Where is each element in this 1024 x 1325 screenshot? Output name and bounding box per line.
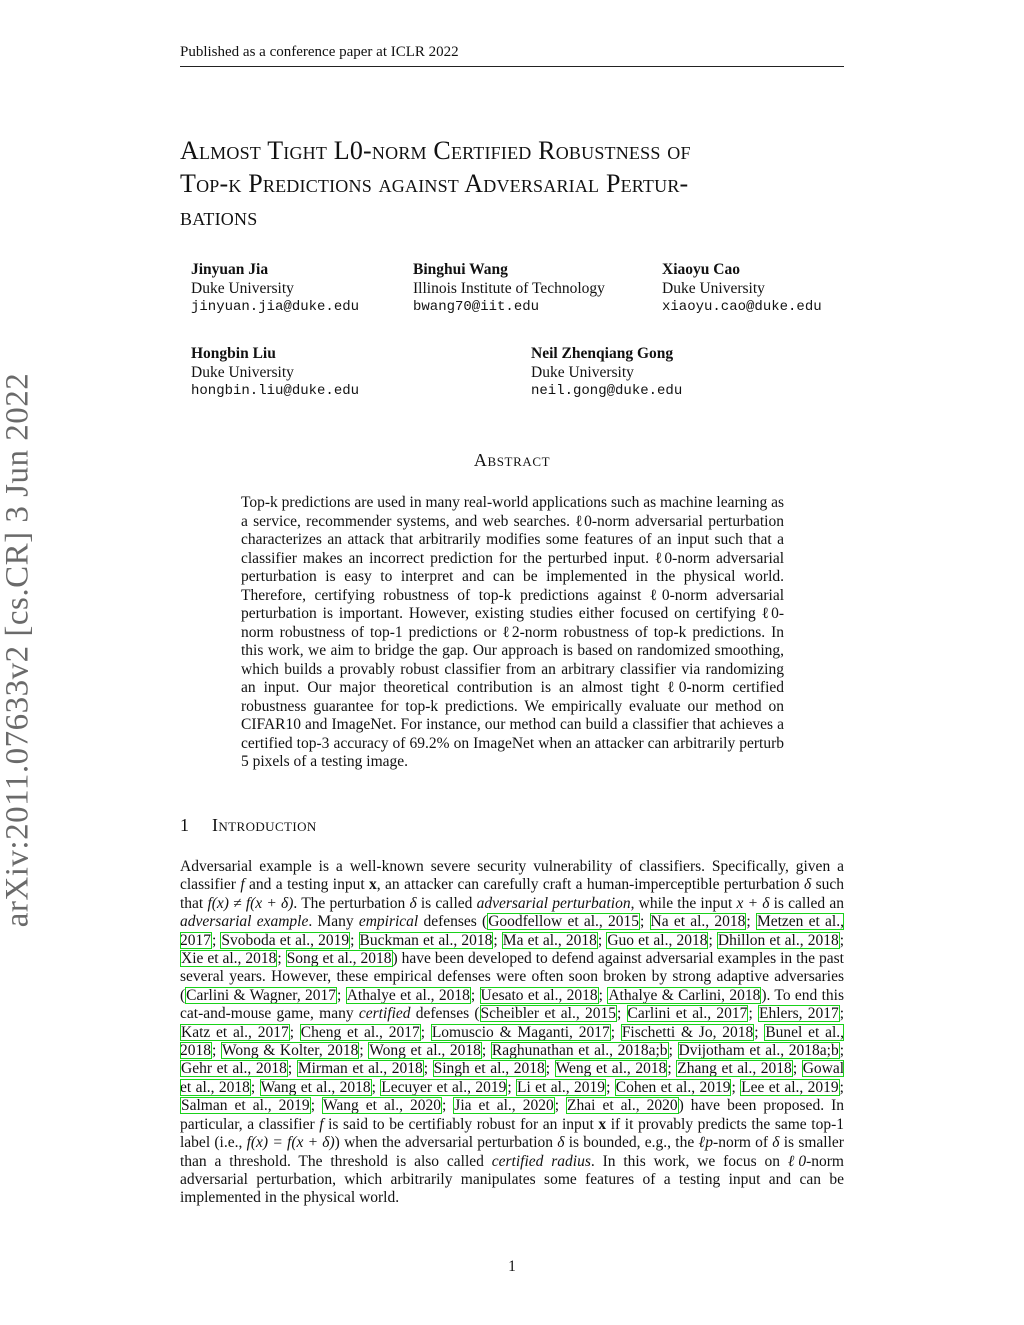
citation-link[interactable]: Buckman et al., 2018 (359, 931, 493, 949)
page-number: 1 (508, 1258, 516, 1275)
citation-separator: ; (748, 1005, 758, 1023)
section-title: Introduction (212, 815, 317, 835)
math-delta: δ (772, 1134, 780, 1152)
term-adversarial-perturbation: adversarial perturbation (476, 894, 631, 912)
paper-title (180, 134, 844, 233)
author-email[interactable]: neil.gong@duke.edu (531, 383, 683, 399)
intro-text: ). To end this cat-and-mouse game, many (180, 986, 844, 1023)
term-empirical: empirical (358, 913, 419, 931)
citation-separator: ; (668, 1042, 678, 1060)
citation-separator: ; (667, 1060, 677, 1078)
intro-text: such that (180, 876, 845, 912)
intro-text: Adversarial example is a well-known severe security vulnerability of classifiers. Specifically, given a classifier (180, 858, 844, 894)
citation-link[interactable]: Bunel et al., 2018 (180, 1023, 845, 1060)
intro-text: is smaller than a threshold. The threshold is also called (180, 1134, 844, 1170)
citation-link[interactable]: Dhillon et al., 2018 (717, 931, 839, 949)
citation-link[interactable]: Ehlers, 2017 (759, 1005, 839, 1023)
author-name: Hongbin Liu (191, 345, 276, 362)
citation-separator: ; (746, 913, 756, 931)
citation-link[interactable]: Uesato et al., 2018 (480, 986, 598, 1004)
citation-link[interactable]: Lomuscio & Maganti, 2017 (431, 1023, 610, 1041)
citation-separator: ; (212, 931, 221, 949)
author-block (413, 260, 605, 317)
math-x: x (369, 876, 377, 894)
title-line-2: Top-k Predictions against Adversarial Pertur- (180, 169, 689, 198)
intro-text: , while the input (630, 894, 737, 912)
citation-link[interactable]: Wong & Kolter, 2018 (221, 1042, 359, 1060)
section-heading (180, 815, 317, 836)
citation-link[interactable]: Song et al., 2018 (286, 950, 392, 968)
author-name: Neil Zhenqiang Gong (531, 345, 674, 362)
intro-text: ) when the adversarial perturbation (334, 1134, 558, 1152)
intro-text: . The perturbation (293, 894, 410, 912)
math-inequality: f(x) ≠ f(x + δ) (207, 894, 294, 912)
author-block (191, 260, 359, 317)
intro-text: is called (416, 894, 477, 912)
citation-link[interactable]: Zhai et al., 2020 (567, 1097, 678, 1115)
citation-separator: ; (839, 931, 845, 949)
citation-separator: ; (481, 1042, 491, 1060)
citation-separator: ; (839, 1078, 844, 1096)
citation-link[interactable]: Xie et al., 2018 (181, 950, 277, 968)
citation-link[interactable]: Gehr et al., 2018 (181, 1060, 287, 1078)
citation-separator: ; (616, 1005, 627, 1023)
citation-link[interactable]: Zhang et al., 2018 (677, 1060, 792, 1078)
citation-separator: ; (423, 1060, 433, 1078)
citation-group (185, 987, 761, 1004)
citation-link[interactable]: Fischetti & Jo, 2018 (621, 1023, 754, 1041)
intro-text: . In this work, we focus on (590, 1152, 788, 1170)
citation-separator: ; (792, 1060, 802, 1078)
intro-text: -norm adversarial perturbation, which arbitrarily manipulates some features of a testing input and can be implemented in the physical world. (180, 1152, 844, 1207)
citation-link[interactable]: Singh et al., 2018 (433, 1060, 545, 1078)
citation-separator: ; (310, 1097, 323, 1115)
citation-separator: ; (371, 1078, 381, 1096)
math-f: f (319, 1115, 324, 1133)
citation-separator: ; (839, 1005, 845, 1023)
abstract-text: Top-k predictions are used in many real-world applications such as machine learning as a service, recommender systems, and web searches. ℓ0-norm adversarial perturbation characterizes an attack that arbitrarily modifies some features of an input such that a classifier makes an incorrect prediction for the perturbed input. ℓ0-norm adversarial perturbation is easy to interpret and can be implemented in the physical world. Therefore, certifying robustness of top-k predictions against ℓ0-norm adversarial perturbation is important. However, existing studies either focused on certifying ℓ0-norm robustness of top-1 predictions or ℓ2-norm robustness of top-k predictions. In this work, we aim to bridge the gap. Our approach is based on randomized smoothing, which builds a provably robust classifier from an arbitrary classifier via randomizing an input. Our major theoretical contribution is an almost tight ℓ0-norm certified robustness guarantee for top-k predictions. We empirically evaluate our method on CIFAR10 and ImageNet. For instance, our method can build a classifier that achieves a certified top-3 accuracy of 69.2% on ImageNet when an attacker can arbitrarily perturb 5 pixels of a testing image. (241, 494, 784, 770)
running-head: Published as a conference paper at ICLR 2022 (180, 44, 459, 60)
citation-link[interactable]: Dvijotham et al., 2018a;b (678, 1042, 839, 1060)
author-affiliation: Duke University (531, 364, 634, 381)
author-name: Jinyuan Jia (191, 261, 269, 278)
author-name: Binghui Wang (413, 261, 508, 278)
citation-link[interactable]: Wang et al., 2018 (260, 1078, 371, 1096)
intro-text: and a testing input (244, 876, 370, 894)
intro-text: , an attacker can carefully craft a human-imperceptible perturbation (376, 876, 804, 894)
citation-link[interactable]: Wong et al., 2018 (369, 1042, 481, 1060)
citation-separator: ; (839, 1042, 845, 1060)
citation-link[interactable]: Ma et al., 2018 (502, 931, 597, 949)
author-affiliation: Illinois Institute of Technology (413, 280, 605, 297)
citation-link[interactable]: Goodfellow et al., 2015 (488, 913, 640, 931)
math-delta: δ (557, 1134, 565, 1152)
intro-text: . Many (308, 913, 359, 931)
math-delta: δ (409, 894, 417, 912)
citation-link[interactable]: Salman et al., 2019 (181, 1097, 310, 1115)
intro-text: if it provably predicts the same top-1 label (i.e., (180, 1115, 844, 1152)
citation-separator: ; (493, 931, 502, 949)
citation-separator: ; (277, 950, 286, 968)
author-affiliation: Duke University (662, 280, 765, 297)
citation-separator: ; (212, 1042, 221, 1060)
citation-link[interactable]: Gowal et al., 2018 (180, 1060, 845, 1096)
citation-link[interactable]: Wang et al., 2020 (323, 1097, 441, 1115)
author-email[interactable]: jinyuan.jia@duke.edu (191, 299, 360, 315)
citation-separator: ; (554, 1097, 567, 1115)
citation-separator: ; (507, 1078, 517, 1096)
header-rule (180, 66, 844, 67)
citation-link[interactable]: Svoboda et al., 2019 (221, 931, 350, 949)
intro-text: defenses ( (418, 913, 488, 931)
citation-link[interactable]: Carlini & Wagner, 2017 (186, 986, 337, 1004)
math-l0: ℓ0 (787, 1152, 807, 1170)
citation-separator: ; (359, 1042, 369, 1060)
intro-text: ) have been proposed. In particular, a classifier (180, 1097, 844, 1133)
math-lp: ℓp (698, 1134, 714, 1152)
citation-link[interactable]: Athalye et al., 2018 (346, 986, 470, 1004)
citation-link[interactable]: Li et al., 2019 (517, 1078, 606, 1096)
intro-text: is said to be certifiably robust for an input (323, 1115, 599, 1133)
citation-separator: ; (640, 913, 650, 931)
citation-separator: ; (289, 1023, 300, 1041)
citation-link[interactable]: Lee et al., 2019 (741, 1078, 839, 1096)
citation-separator: ; (708, 931, 717, 949)
citation-link[interactable]: Mirman et al., 2018 (297, 1060, 423, 1078)
math-x: x (598, 1115, 607, 1133)
citation-link[interactable]: Lecuyer et al., 2019 (381, 1078, 507, 1096)
citation-separator: ; (350, 931, 359, 949)
math-delta: δ (803, 876, 812, 894)
citation-link[interactable]: Raghunathan et al., 2018a;b (491, 1042, 668, 1060)
author-block (662, 260, 822, 317)
citation-separator: ; (598, 986, 608, 1004)
citation-separator: ; (754, 1023, 765, 1041)
citation-link[interactable]: Athalye & Carlini, 2018 (608, 986, 761, 1004)
citation-separator: ; (610, 1023, 621, 1041)
citation-link[interactable]: Cheng et al., 2017 (300, 1023, 420, 1041)
math-f: f (240, 876, 245, 894)
citation-separator: ; (441, 1097, 454, 1115)
citation-link[interactable]: Jia et al., 2020 (454, 1097, 554, 1115)
term-adversarial-example: adversarial example (180, 913, 309, 931)
intro-text: is bounded, e.g., the (564, 1134, 699, 1152)
citation-separator: ; (545, 1060, 555, 1078)
math-x-plus-delta: x + δ (736, 894, 770, 912)
citation-link[interactable]: Weng et al., 2018 (555, 1060, 667, 1078)
section-number: 1 (180, 815, 190, 835)
author-email[interactable]: hongbin.liu@duke.edu (191, 383, 360, 399)
citation-separator: ; (250, 1078, 260, 1096)
citation-link[interactable]: Cohen et al., 2019 (615, 1078, 731, 1096)
citation-link[interactable]: Guo et al., 2018 (607, 931, 708, 949)
title-line-1: Almost Tight L0-norm Certified Robustness of (180, 136, 691, 165)
arxiv-identifier: arXiv:2011.07633v2 [cs.CR] 3 Jun 2022 (0, 372, 36, 928)
citation-separator: ; (597, 931, 607, 949)
author-block (191, 344, 359, 401)
arxiv-sidebar (0, 0, 40, 1325)
citation-separator: ; (606, 1078, 615, 1096)
citation-separator: ; (470, 986, 480, 1004)
citation-link[interactable]: Carlini et al., 2017 (627, 1005, 748, 1023)
citation-link[interactable]: Scheibler et al., 2015 (480, 1005, 616, 1023)
intro-text: defenses ( (410, 1005, 480, 1023)
citation-link[interactable]: Na et al., 2018 (650, 913, 746, 931)
author-name: Xiaoyu Cao (662, 261, 740, 278)
citation-separator: ; (420, 1023, 431, 1041)
author-email[interactable]: bwang70@iit.edu (413, 299, 540, 315)
author-affiliation: Duke University (191, 364, 294, 381)
citation-separator: ; (287, 1060, 297, 1078)
citation-separator: ; (337, 986, 346, 1004)
citation-link[interactable]: Metzen et al., 2017 (180, 913, 844, 949)
term-certified: certified (358, 1005, 411, 1023)
abstract-heading: Abstract (473, 450, 551, 470)
intro-text: ) have been developed to defend against adversarial examples in the past several years. However, these empirical defenses were often soon broken by strong adaptive adversaries ( (180, 950, 844, 1004)
citation-link[interactable]: Katz et al., 2017 (181, 1023, 289, 1041)
introduction-paragraph (180, 858, 844, 1208)
title-line-3: bations (180, 202, 258, 231)
term-certified-radius: certified radius (491, 1152, 591, 1170)
author-email[interactable]: xiaoyu.cao@duke.edu (662, 299, 822, 315)
intro-text: is called an (769, 894, 844, 912)
citation-separator: ; (731, 1078, 741, 1096)
author-affiliation: Duke University (191, 280, 294, 297)
intro-text: -norm of (713, 1134, 773, 1152)
author-block (531, 344, 682, 401)
math-equality: f(x) = f(x + δ) (246, 1134, 335, 1152)
